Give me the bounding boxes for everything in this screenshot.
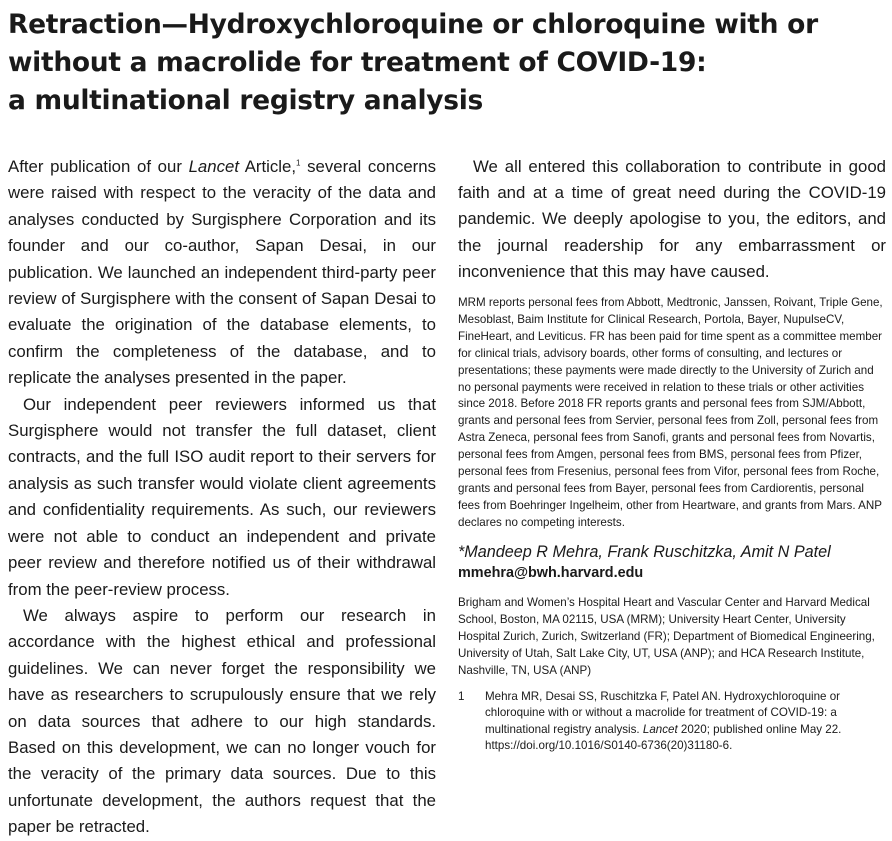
author-names: *Mandeep R Mehra, Frank Ruschitzka, Amit N Patel (458, 542, 831, 561)
reference-text-end[interactable]: 2020; published online May 22. https://doi.org/10.1016/S0140-6736(20)31180-6. (485, 722, 842, 753)
corresponding-email[interactable]: mmehra@bwh.harvard.edu (458, 564, 644, 581)
body-paragraph-4: We all entered this collaboration to contribute in good faith and at a time of great need during the COVID-19 pandemic. We deeply apologise to you, the editors, and the journal readership for any embarrassment or inconvenience that this may have caused. (458, 157, 886, 281)
reference-number: 1 (458, 689, 465, 703)
reference-text-start: Mehra MR, Desai SS, Ruschitzka F, Patel AN. Hydroxychloroquine or chloroquine with or without a macrolide for treatment of COVID-19: a multinational registry analysis. (485, 689, 841, 736)
body-paragraph-3: We always aspire to perform our research in accordance with the highest ethical and professional guidelines. We can never forget the responsibility we have as researchers to scrupulously ensure that we rely on data sources that adhere to our high standards. Based on this development, we can no longer vouch for the veracity of the primary data sources. Due to this unfortunate development, the authors request that the paper be retracted. (8, 605, 436, 837)
p1-article-word: Article, (238, 157, 297, 176)
body-paragraph-2: Our independent peer reviewers informed us that Surgisphere would not transfer the full dataset, client contracts, and the full ISO audit report to their servers for analysis as such transfer would violate client agreements and confidentiality requirements. As such, our reviewers were not able to conduct an independent and private peer review and therefore notified us of their withdrawal from the peer-review process. (8, 394, 436, 599)
reference-journal: Lancet (642, 722, 678, 736)
p1-text-rest: several concerns were raised with respect to the veracity of the data and analyses conducted by Surgisphere Corporation and its founder and our co-author, Sapan Desai, in our publication. We launched an independent third-party peer review of Surgisphere with the consent of Sapan Desai to evaluate the origination of the database elements, to confirm the completeness of the database, and to replicate the analyses presented in the paper. (8, 157, 436, 388)
journal-name: Lancet (188, 157, 239, 176)
left-column (8, 154, 436, 841)
reference-item (458, 689, 886, 755)
article-title: Retraction—Hydroxychloroquine or chloroquine with or without a macrolide for treatment of COVID-19: a multinational registry analysis (8, 9, 818, 116)
competing-interests: MRM reports personal fees from Abbott, Medtronic, Janssen, Roivant, Triple Gene, Mesoblast, Baim Institute for Clinical Research, Portola, Bayer, NupulseCV, FineHeart, and Leviticus. FR has been paid for time spent as a committee member for clinical trials, advisory boards, other forms of consulting, and lectures or presentations; these payments were made directly to the University of Zurich and no personal payments were received in relation to these trials or other activities since 2018. Before 2018 FR reports grants and personal fees from SJM/Abbott, grants and personal fees from Servier, personal fees from Zoll, personal fees from Astra Zeneca, personal fees from Sanofi, grants and personal fees from Novartis, personal fees from Amgen, personal fees from BMS, personal fees from Pfizer, personal fees from Fresenius, personal fees from Vifor, personal fees from Roche, grants and personal fees from Bayer, personal fees from Cardiorentis, personal fees from Boehringer Ingelheim, other from Heartware, and grants from Mars. ANP declares no competing interests. (458, 296, 883, 529)
right-column (458, 154, 886, 755)
p1-text-start: After publication of our (8, 157, 189, 176)
author-affiliations: Brigham and Women’s Hospital Heart and Vascular Center and Harvard Medical School, Boston, MA 02115, USA (MRM); University Heart Center, University Hospital Zurich, Zurich, Switzerland (FR); Department of Biomedical Engineering, University of Utah, Salt Lake City, UT, USA (ANP); and HCA Research Institute, Nashville, TN, USA (ANP) (458, 595, 875, 677)
body-paragraph-1 (8, 154, 436, 392)
reference-superscript[interactable]: 1 (296, 158, 301, 168)
